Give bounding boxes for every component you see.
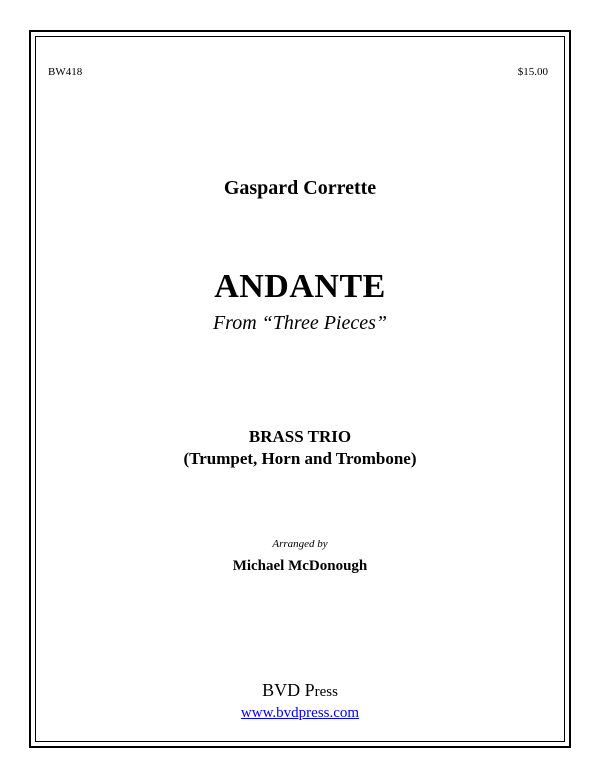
inner-border [35,36,565,742]
piece-title: ANDANTE [214,268,386,305]
composer-name: Gaspard Corrette [223,177,377,199]
catalog-number: BW418 [48,66,83,78]
piece-subtitle: From “Three Pieces” [212,312,388,334]
publisher-name [0,680,600,701]
publisher-name-main: BVD P [262,680,315,700]
arranged-by-label: Arranged by [272,538,328,550]
arranger-name: Michael McDonough [232,558,368,574]
publisher-name-rest: ress [314,684,338,700]
instrument-list: (Trumpet, Horn and Trombone) [183,449,417,468]
ensemble-name: BRASS TRIO [248,427,352,446]
publisher-website-link[interactable]: www.bvdpress.com [240,705,360,721]
price: $15.00 [517,66,548,78]
